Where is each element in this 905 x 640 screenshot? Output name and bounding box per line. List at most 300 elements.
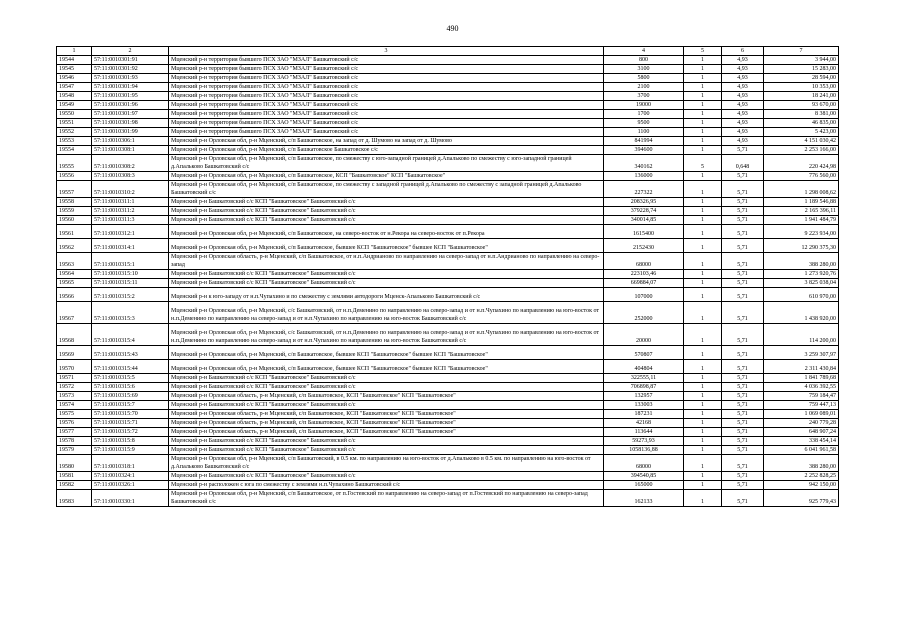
location-description: Мценский р-н Орловская обл, р-н Мценский, с/п Башкатовское, на северо-восток от н.Рекора на северо-восток от п.Рекора <box>169 225 604 239</box>
location-description: Мценский р-н Башкатовский с/с КСП "Башкатовское" Башкатовский с/с <box>169 472 604 481</box>
count-value: 1 <box>684 137 722 146</box>
table-row <box>57 270 839 279</box>
location-description: Мценский р-н территория бывшего ПСХ ЗАО "МЗАЛ" Башкатовский с/с <box>169 110 604 119</box>
count-value: 1 <box>684 446 722 455</box>
location-description: Мценский р-н Орловская обл, р-н Мценский, с/п Башкатовское, по смежеству с юго-западной границей д.Апальково по смежеству с юго-западной границей д.Апальково Башкатовский с/с <box>169 155 604 172</box>
location-description: Мценский р-н Орловская обл, р-н Мценский, с/с Башкатовский, от н.п.Деменино по направлению на северо-запад и от н.п.Чупахино по направлению на юго-восток от н.п.Деменино по направлению на северо-запад и от н.п.Чупахино по направлению на юго-восток Башкатовский с/с <box>169 302 604 324</box>
header-cell: 3 <box>169 47 604 56</box>
row-number: 19555 <box>57 155 92 172</box>
rate-value: 5,71 <box>722 279 764 288</box>
area-value: 1100 <box>604 128 684 137</box>
cadastral-value: 776 560,00 <box>764 172 839 181</box>
row-number: 19581 <box>57 472 92 481</box>
cadastral-value: 240 779,28 <box>764 419 839 428</box>
cadastral-value: 8 381,00 <box>764 110 839 119</box>
area-value: 133003 <box>604 401 684 410</box>
header-cell: 1 <box>57 47 92 56</box>
area-value: 252000 <box>604 302 684 324</box>
table-row <box>57 110 839 119</box>
location-description: Мценский р-н Башкатовский с/с КСП "Башкатовское" Башкатовский с/с <box>169 401 604 410</box>
count-value: 1 <box>684 74 722 83</box>
cadastral-number: 57:11:0010315:70 <box>92 410 169 419</box>
table-row <box>57 155 839 172</box>
row-number: 19554 <box>57 146 92 155</box>
cadastral-value: 3 259 307,97 <box>764 346 839 360</box>
cadastral-value: 18 241,00 <box>764 92 839 101</box>
location-description: Мценский р-н территория бывшего ПСХ ЗАО "МЗАЛ" Башкатовский с/с <box>169 83 604 92</box>
row-number: 19544 <box>57 56 92 65</box>
header-cell: 6 <box>722 47 764 56</box>
cadastral-value: 1 189 546,88 <box>764 198 839 207</box>
row-number: 19562 <box>57 239 92 253</box>
count-value: 1 <box>684 490 722 507</box>
cadastral-value: 93 670,00 <box>764 101 839 110</box>
header-cell: 2 <box>92 47 169 56</box>
cadastral-value: 2 311 430,84 <box>764 360 839 374</box>
count-value: 1 <box>684 216 722 225</box>
cadastral-number: 57:11:0010301:94 <box>92 83 169 92</box>
area-value: 1615400 <box>604 225 684 239</box>
table-row <box>57 455 839 472</box>
cadastral-value: 1 438 920,00 <box>764 302 839 324</box>
rate-value: 5,71 <box>722 198 764 207</box>
cadastral-value: 942 150,00 <box>764 481 839 490</box>
cadastral-number: 57:11:0010315:7 <box>92 401 169 410</box>
cadastral-value: 10 353,00 <box>764 83 839 92</box>
row-number: 19567 <box>57 302 92 324</box>
rate-value: 4,93 <box>722 92 764 101</box>
table-row <box>57 119 839 128</box>
table-row <box>57 65 839 74</box>
cadastral-value: 4 036 392,55 <box>764 383 839 392</box>
rate-value: 5,71 <box>722 401 764 410</box>
count-value: 1 <box>684 207 722 216</box>
rate-value: 0,648 <box>722 155 764 172</box>
location-description: Мценский р-н Орловская обл, р-н Мценский, с/п Башкатовское, бывшее КСП "Башкатовское" бывшее КСП "Башкатовское" <box>169 360 604 374</box>
location-description: Мценский р-н Орловская область, р-н Мценский, с/п Башкатовское, КСП "Башкатовское" КСП "Башкатовское" <box>169 410 604 419</box>
cadastral-value: 9 223 934,00 <box>764 225 839 239</box>
table-row <box>57 253 839 270</box>
cadastral-value: 759 184,47 <box>764 392 839 401</box>
table-row <box>57 92 839 101</box>
location-description: Мценский р-н Башкатовский с/с КСП "Башкатовское" Башкатовский с/с <box>169 437 604 446</box>
count-value: 1 <box>684 198 722 207</box>
cadastral-number: 57:11:0010315:2 <box>92 288 169 302</box>
row-number: 19570 <box>57 360 92 374</box>
cadastral-value: 1 941 484,79 <box>764 216 839 225</box>
row-number: 19547 <box>57 83 92 92</box>
count-value: 1 <box>684 302 722 324</box>
cadastral-value: 388 280,00 <box>764 455 839 472</box>
cadastral-value: 46 835,00 <box>764 119 839 128</box>
cadastral-number: 57:11:0010312:1 <box>92 225 169 239</box>
area-value: 107000 <box>604 288 684 302</box>
cadastral-value: 3 825 038,04 <box>764 279 839 288</box>
cadastral-number: 57:11:0010324:1 <box>92 472 169 481</box>
count-value: 1 <box>684 65 722 74</box>
cadastral-number: 57:11:0010315:71 <box>92 419 169 428</box>
table-row <box>57 324 839 346</box>
area-value: 3700 <box>604 92 684 101</box>
cadastral-number: 57:11:0010301:95 <box>92 92 169 101</box>
cadastral-number: 57:11:0010308:1 <box>92 146 169 155</box>
table-row <box>57 481 839 490</box>
row-number: 19552 <box>57 128 92 137</box>
rate-value: 5,71 <box>722 239 764 253</box>
table-row <box>57 490 839 507</box>
row-number: 19566 <box>57 288 92 302</box>
area-value: 9500 <box>604 119 684 128</box>
cadastral-number: 57:11:0010301:92 <box>92 65 169 74</box>
location-description: Мценский р-н территория бывшего ПСХ ЗАО "МЗАЛ" Башкатовский с/с <box>169 56 604 65</box>
row-number: 19545 <box>57 65 92 74</box>
count-value: 1 <box>684 253 722 270</box>
table-row <box>57 83 839 92</box>
rate-value: 5,71 <box>722 324 764 346</box>
location-description: Мценский р-н Орловская область, р-н Мценский, с/п Башкатовское, КСП "Башкатовское" КСП "Башкатовское" <box>169 428 604 437</box>
rate-value: 4,93 <box>722 101 764 110</box>
cadastral-value: 2 165 396,11 <box>764 207 839 216</box>
count-value: 1 <box>684 146 722 155</box>
cadastral-number: 57:11:0010318:1 <box>92 455 169 472</box>
table-row <box>57 446 839 455</box>
rate-value: 5,71 <box>722 270 764 279</box>
location-description: Мценский р-н Орловская обл, р-н Мценский, с/п Башкатовское, по смежеству с западной границей д.Апальково по смежеству с западной границей д.Апальково Башкатовский с/с <box>169 181 604 198</box>
count-value: 1 <box>684 128 722 137</box>
rate-value: 5,71 <box>722 216 764 225</box>
row-number: 19576 <box>57 419 92 428</box>
area-value: 227322 <box>604 181 684 198</box>
table-row <box>57 172 839 181</box>
area-value: 165000 <box>604 481 684 490</box>
area-value: 394600 <box>604 146 684 155</box>
table-row <box>57 383 839 392</box>
count-value: 1 <box>684 92 722 101</box>
table-row <box>57 346 839 360</box>
area-value: 1058136,88 <box>604 446 684 455</box>
count-value: 1 <box>684 419 722 428</box>
table-row <box>57 419 839 428</box>
count-value: 1 <box>684 392 722 401</box>
location-description: Мценский р-н Башкатовский с/с КСП "Башкатовское" Башкатовский с/с <box>169 374 604 383</box>
table-row <box>57 137 839 146</box>
cadastral-value: 648 907,24 <box>764 428 839 437</box>
cadastral-number: 57:11:0010326:1 <box>92 481 169 490</box>
row-number: 19558 <box>57 198 92 207</box>
table-row <box>57 360 839 374</box>
table-row <box>57 216 839 225</box>
count-value: 1 <box>684 346 722 360</box>
count-value: 1 <box>684 455 722 472</box>
count-value: 1 <box>684 225 722 239</box>
row-number: 19583 <box>57 490 92 507</box>
location-description: Мценский р-н территория бывшего ПСХ ЗАО "МЗАЛ" Башкатовский с/с <box>169 101 604 110</box>
rate-value: 5,71 <box>722 481 764 490</box>
location-description: Мценский р-н Орловская область, р-н Мценский, с/п Башкатовское, от н.п.Андрианово по направлению на северо-запад от н.п.Андрианово по направлению на северо-запад <box>169 253 604 270</box>
cadastral-number: 57:11:0010311:1 <box>92 198 169 207</box>
table-row <box>57 279 839 288</box>
row-number: 19582 <box>57 481 92 490</box>
row-number: 19575 <box>57 410 92 419</box>
row-number: 19563 <box>57 253 92 270</box>
rate-value: 5,71 <box>722 419 764 428</box>
cadastral-number: 57:11:0010315:1 <box>92 253 169 270</box>
cadastral-number: 57:11:0010315:8 <box>92 437 169 446</box>
row-number: 19559 <box>57 207 92 216</box>
cadastral-value: 12 290 375,30 <box>764 239 839 253</box>
location-description: Мценский р-н Орловская обл, р-н Мценский, с/п Башкатовское, бывшее КСП "Башкатовское" бывшее КСП "Башкатовское" <box>169 239 604 253</box>
count-value: 1 <box>684 56 722 65</box>
area-value: 59273,93 <box>604 437 684 446</box>
cadastral-value: 1 298 008,62 <box>764 181 839 198</box>
rate-value: 5,71 <box>722 455 764 472</box>
row-number: 19573 <box>57 392 92 401</box>
row-number: 19580 <box>57 455 92 472</box>
area-value: 162133 <box>604 490 684 507</box>
area-value: 68000 <box>604 253 684 270</box>
location-description: Мценский р-н Орловская обл, р-н Мценский, с/с Башкатовский, от н.п.Деменино по направлению на северо-запад и от н.п.Чупахино по направлению на юго-восток от н.п.Деменино по направлению на северо-запад и от н.п.Чупахино по направлению на юго-восток Башкатовский с/с <box>169 324 604 346</box>
cadastral-value: 4 151 030,42 <box>764 137 839 146</box>
cadastral-number: 57:11:0010330:1 <box>92 490 169 507</box>
count-value: 1 <box>684 172 722 181</box>
rate-value: 5,71 <box>722 437 764 446</box>
table-row <box>57 374 839 383</box>
row-number: 19569 <box>57 346 92 360</box>
table-row <box>57 198 839 207</box>
count-value: 1 <box>684 83 722 92</box>
location-description: Мценский р-н территория бывшего ПСХ ЗАО "МЗАЛ" Башкатовский с/с <box>169 74 604 83</box>
cadastral-number: 57:11:0010301:99 <box>92 128 169 137</box>
count-value: 1 <box>684 481 722 490</box>
rate-value: 5,71 <box>722 172 764 181</box>
cadastral-number: 57:11:0010315:11 <box>92 279 169 288</box>
table-row <box>57 74 839 83</box>
table-row <box>57 392 839 401</box>
area-value: 340162 <box>604 155 684 172</box>
rate-value: 5,71 <box>722 383 764 392</box>
count-value: 1 <box>684 270 722 279</box>
count-value: 1 <box>684 110 722 119</box>
location-description: Мценский р-н территория бывшего ПСХ ЗАО "МЗАЛ" Башкатовский с/с <box>169 119 604 128</box>
cadastral-number: 57:11:0010314:1 <box>92 239 169 253</box>
cadastral-number: 57:11:0010315:9 <box>92 446 169 455</box>
count-value: 1 <box>684 239 722 253</box>
cadastral-number: 57:11:0010310:2 <box>92 181 169 198</box>
cadastral-value: 28 594,00 <box>764 74 839 83</box>
area-value: 800 <box>604 56 684 65</box>
count-value: 1 <box>684 437 722 446</box>
count-value: 1 <box>684 428 722 437</box>
cadastral-number: 57:11:0010301:97 <box>92 110 169 119</box>
rate-value: 4,93 <box>722 119 764 128</box>
row-number: 19560 <box>57 216 92 225</box>
count-value: 1 <box>684 288 722 302</box>
location-description: Мценский р-н Орловская обл, р-н Мценский, с/п Башкатовское, КСП "Башкатовское" КСП "Башкатовское" <box>169 172 604 181</box>
location-description: Мценский р-н Орловская обл, р-н Мценский, с/п Башкатовское Башкатовское с/с <box>169 146 604 155</box>
row-number: 19572 <box>57 383 92 392</box>
cadastral-value: 220 424,98 <box>764 155 839 172</box>
location-description: Мценский р-н Башкатовский с/с КСП "Башкатовское" Башкатовский с/с <box>169 198 604 207</box>
table-row <box>57 401 839 410</box>
count-value: 1 <box>684 119 722 128</box>
header-cell: 5 <box>684 47 722 56</box>
rate-value: 5,71 <box>722 428 764 437</box>
area-value: 5800 <box>604 74 684 83</box>
rate-value: 4,93 <box>722 74 764 83</box>
cadastral-value: 1 841 789,68 <box>764 374 839 383</box>
cadastral-number: 57:11:0010311:2 <box>92 207 169 216</box>
cadastral-number: 57:11:0010301:98 <box>92 119 169 128</box>
header-cell: 4 <box>604 47 684 56</box>
cadastral-number: 57:11:0010301:96 <box>92 101 169 110</box>
rate-value: 5,71 <box>722 360 764 374</box>
rate-value: 4,93 <box>722 110 764 119</box>
cadastral-value: 1 069 089,01 <box>764 410 839 419</box>
header-row <box>57 47 839 56</box>
location-description: Мценский р-н Орловская обл, р-н Мценский, с/п Башкатовское, на запад от д. Шумово на запад от д. Шумово <box>169 137 604 146</box>
cadastral-number: 57:11:0010311:3 <box>92 216 169 225</box>
count-value: 1 <box>684 472 722 481</box>
area-value: 404804 <box>604 360 684 374</box>
row-number: 19561 <box>57 225 92 239</box>
location-description: Мценский р-н расположен с юга по смежеству с землями н.п.Чупахино Башкатовский с/с <box>169 481 604 490</box>
area-value: 669884,07 <box>604 279 684 288</box>
cadastral-number: 57:11:0010315:5 <box>92 374 169 383</box>
cadastral-number: 57:11:0010315:69 <box>92 392 169 401</box>
table-row <box>57 56 839 65</box>
area-value: 379228,74 <box>604 207 684 216</box>
rate-value: 5,71 <box>722 490 764 507</box>
table-row <box>57 302 839 324</box>
count-value: 1 <box>684 181 722 198</box>
rate-value: 5,71 <box>722 253 764 270</box>
cadastral-value: 15 283,00 <box>764 65 839 74</box>
count-value: 1 <box>684 383 722 392</box>
location-description: Мценский р-н Башкатовский с/с КСП "Башкатовское" Башкатовский с/с <box>169 270 604 279</box>
location-description: Мценский р-н Орловская обл, р-н Мценский, с/п Башкатовское, бывшее КСП "Башкатовское" бывшее КСП "Башкатовское" <box>169 346 604 360</box>
location-description: Мценский р-н Башкатовский с/с КСП "Башкатовское" Башкатовский с/с <box>169 446 604 455</box>
area-value: 187231 <box>604 410 684 419</box>
cadastral-value: 2 253 166,00 <box>764 146 839 155</box>
count-value: 1 <box>684 401 722 410</box>
area-value: 223103,46 <box>604 270 684 279</box>
location-description: Мценский р-н Орловская обл, р-н Мценский, с/п Башкатовское, от п.Гостевский по направлению на северо-запад от п.Гостевский по направлению на северо-запад Башкатовский с/с <box>169 490 604 507</box>
rate-value: 5,71 <box>722 146 764 155</box>
area-value: 42168 <box>604 419 684 428</box>
area-value: 208326,95 <box>604 198 684 207</box>
table-row <box>57 437 839 446</box>
row-number: 19548 <box>57 92 92 101</box>
location-description: Мценский р-н территория бывшего ПСХ ЗАО "МЗАЛ" Башкатовский с/с <box>169 65 604 74</box>
area-value: 570807 <box>604 346 684 360</box>
cadastral-number: 57:11:0010315:3 <box>92 302 169 324</box>
row-number: 19579 <box>57 446 92 455</box>
area-value: 132957 <box>604 392 684 401</box>
row-number: 19551 <box>57 119 92 128</box>
cadastral-number: 57:11:0010308:3 <box>92 172 169 181</box>
rate-value: 5,71 <box>722 410 764 419</box>
area-value: 20000 <box>604 324 684 346</box>
cadastral-value: 2 252 828,25 <box>764 472 839 481</box>
page-number: 490 <box>446 24 459 33</box>
location-description: Мценский р-н Орловская область, р-н Мценский, с/п Башкатовское, КСП "Башкатовское" КСП "Башкатовское" <box>169 419 604 428</box>
table-row <box>57 181 839 198</box>
rate-value: 5,71 <box>722 288 764 302</box>
row-number: 19574 <box>57 401 92 410</box>
area-value: 113644 <box>604 428 684 437</box>
area-value: 2152430 <box>604 239 684 253</box>
row-number: 19577 <box>57 428 92 437</box>
row-number: 19568 <box>57 324 92 346</box>
count-value: 1 <box>684 279 722 288</box>
cadastral-value: 114 200,00 <box>764 324 839 346</box>
area-value: 322555,11 <box>604 374 684 383</box>
rate-value: 4,93 <box>722 128 764 137</box>
cadastral-value: 3 944,00 <box>764 56 839 65</box>
location-description: Мценский р-н Башкатовский с/с КСП "Башкатовское" Башкатовский с/с <box>169 279 604 288</box>
row-number: 19549 <box>57 101 92 110</box>
rate-value: 5,71 <box>722 392 764 401</box>
area-value: 136000 <box>604 172 684 181</box>
location-description: Мценский р-н Орловская область, р-н Мценский, с/п Башкатовское, КСП "Башкатовское" КСП "Башкатовское" <box>169 392 604 401</box>
area-value: 68000 <box>604 455 684 472</box>
table-row <box>57 410 839 419</box>
area-value: 394540,85 <box>604 472 684 481</box>
area-value: 340014,85 <box>604 216 684 225</box>
cadastral-value: 759 447,13 <box>764 401 839 410</box>
cadastral-value: 1 273 920,76 <box>764 270 839 279</box>
cadastral-value: 925 779,43 <box>764 490 839 507</box>
location-description: Мценский р-н к юго-западу от н.п.Чупахино и по смежеству с землями автодороги Мценск-Апальково Башкатовский с/с <box>169 288 604 302</box>
area-value: 19000 <box>604 101 684 110</box>
table-row <box>57 101 839 110</box>
rate-value: 5,71 <box>722 446 764 455</box>
location-description: Мценский р-н Башкатовский с/с КСП "Башкатовское" Башкатовский с/с <box>169 383 604 392</box>
cadastral-number: 57:11:0010315:10 <box>92 270 169 279</box>
location-description: Мценский р-н территория бывшего ПСХ ЗАО "МЗАЛ" Башкатовский с/с <box>169 92 604 101</box>
location-description: Мценский р-н Орловская обл, р-н Мценский, с/п Башкатовский, в 0.5 км. по направлению на юго-восток от д.Апальково в 0.5 км. по направлению на юго-восток от д.Апальково Башкатовский с/с <box>169 455 604 472</box>
row-number: 19557 <box>57 181 92 198</box>
count-value: 1 <box>684 101 722 110</box>
cadastral-number: 57:11:0010306:1 <box>92 137 169 146</box>
table-row <box>57 128 839 137</box>
rate-value: 4,93 <box>722 83 764 92</box>
row-number: 19546 <box>57 74 92 83</box>
location-description: Мценский р-н Башкатовский с/с КСП "Башкатовское" Башкатовский с/с <box>169 216 604 225</box>
header-cell: 7 <box>764 47 839 56</box>
rate-value: 5,71 <box>722 374 764 383</box>
table-row <box>57 288 839 302</box>
row-number: 19578 <box>57 437 92 446</box>
cadastral-number: 57:11:0010301:91 <box>92 56 169 65</box>
location-description: Мценский р-н территория бывшего ПСХ ЗАО "МЗАЛ" Башкатовский с/с <box>169 128 604 137</box>
cadastral-value: 610 970,00 <box>764 288 839 302</box>
row-number: 19550 <box>57 110 92 119</box>
table-row <box>57 239 839 253</box>
cadastral-number: 57:11:0010315:43 <box>92 346 169 360</box>
rate-value: 5,71 <box>722 225 764 239</box>
rate-value: 4,93 <box>722 56 764 65</box>
count-value: 1 <box>684 324 722 346</box>
cadastral-value: 388 280,00 <box>764 253 839 270</box>
land-register-table <box>56 46 839 507</box>
count-value: 1 <box>684 360 722 374</box>
cadastral-value: 5 423,00 <box>764 128 839 137</box>
cadastral-number: 57:11:0010315:44 <box>92 360 169 374</box>
row-number: 19565 <box>57 279 92 288</box>
cadastral-number: 57:11:0010315:6 <box>92 383 169 392</box>
rate-value: 5,71 <box>722 207 764 216</box>
